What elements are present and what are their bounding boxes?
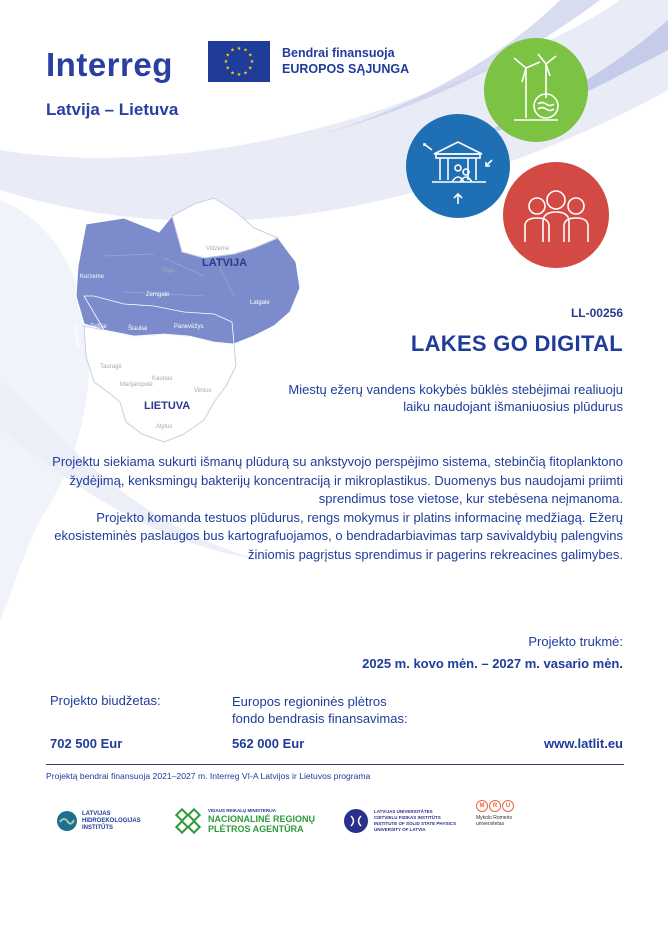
duration-label: Projekto trukmė: <box>528 634 623 649</box>
map-region: Klaipėda <box>70 323 81 348</box>
partner-text: LATVIJAS <box>82 810 111 817</box>
svg-text:★: ★ <box>225 65 230 72</box>
description-paragraph: Projekto komanda testuos plūdurus, rengs mokymus ir platins informacinę medžiagą. Ežerų ekosisteminės paslaugos bus kartografuojamos, o bendradarbiavimas tarp savivaldybių palengvins žiniomis pagrįstus sprendimus ir pagerins rekreacines galimybes. <box>54 509 623 562</box>
map-region: Rīga <box>162 268 175 274</box>
budget-value: 702 500 Eur <box>50 736 123 751</box>
funding-value: 562 000 Eur <box>232 736 305 751</box>
partner-text: CIETVIELU FIZIKAS INSTITŪTS <box>374 815 441 820</box>
partner-text: UNIVERSITY OF LATVIA <box>374 827 426 832</box>
partner-text: VIDAUS REIKALŲ MINISTERIJA <box>208 808 277 813</box>
eu-line-1: Bendrai finansuoja <box>282 46 395 60</box>
budget-label: Projekto biudžetas: <box>50 693 161 708</box>
interreg-logo: Interreg <box>46 46 173 83</box>
svg-text:★: ★ <box>248 52 253 59</box>
partner-logo-nrpa <box>172 806 315 836</box>
partner-logo-issp <box>343 806 456 836</box>
partner-text: NACIONALINĖ REGIONŲ <box>208 814 316 824</box>
map-label-latvija: LATVIJA <box>202 257 248 269</box>
footer-note: Projektą bendrai finansuoja 2021–2027 m. Interreg VI-A Latvijos ir Lietuvos programa <box>46 771 371 781</box>
funding-label-line: fondo bendrasis finansavimas: <box>232 711 408 726</box>
map-region: Utena <box>206 350 223 356</box>
map-region: Kurzeme <box>80 274 105 280</box>
divider <box>46 764 624 765</box>
map-region: Marijampolė <box>120 382 153 388</box>
svg-text:★: ★ <box>249 59 255 65</box>
map-region: Panevėžys <box>174 324 204 330</box>
svg-text:★: ★ <box>236 46 242 52</box>
map-region: Šiauliai <box>128 326 148 332</box>
funding-label-line: Europos regioninės plėtros <box>232 694 387 709</box>
svg-text:★: ★ <box>230 47 235 54</box>
knot-pattern-icon <box>172 805 204 837</box>
map-region: Latgale <box>250 300 270 306</box>
project-subtitle: Miestų ežerų vandens kokybės būklės stebėjimai realiuoju laiku naudojant išmaniuosius plūdurus <box>288 382 623 414</box>
eu-flag-icon <box>208 41 270 82</box>
map-region: Vidzeme <box>206 246 230 252</box>
program-region: Latvija – Lietuva <box>46 100 179 119</box>
wave-circle-icon <box>56 810 78 832</box>
partner-text: INSTITUTE OF SOLID STATE PHYSICS <box>374 821 457 826</box>
map-region: Zemgale <box>146 292 170 298</box>
project-code: LL-00256 <box>570 306 623 320</box>
partner-text: INSTITŪTS <box>82 824 113 831</box>
town-hall-icon <box>406 114 510 218</box>
partner-text: LATVIJAS UNIVERSITĀTES <box>374 809 433 814</box>
map-region: Vilnius <box>194 388 212 394</box>
project-description <box>23 453 623 565</box>
svg-text:★: ★ <box>248 65 253 72</box>
partner-text: Mykolo Romerio <box>476 815 513 821</box>
map-region: Kaunas <box>152 376 173 382</box>
website-link[interactable]: www.latlit.eu <box>544 736 623 751</box>
funding-label <box>232 693 408 727</box>
people-group-icon <box>503 162 609 268</box>
svg-text:★: ★ <box>230 70 235 77</box>
partner-logo-lhei <box>56 806 141 836</box>
eu-line-2: EUROPOS SĄJUNGA <box>282 62 410 76</box>
partner-logo-mru <box>476 800 514 830</box>
description-paragraph: Projektu siekiama sukurti išmanų plūdurą su ankstyvojo perspėjimo sistema, stebinčią fitoplanktono žydėjimą, kenksmingų bakterijų koncentraciją ir mikroplastikus. Duomenys bus naudojami priimti sprendimus tose vietose, kur stebėsena neįmanoma. <box>52 454 623 507</box>
eu-cofunding-text <box>282 45 409 77</box>
map-label-lietuva: LIETUVA <box>144 400 191 412</box>
institute-emblem-icon <box>343 808 369 834</box>
project-title: LAKES GO DIGITAL <box>410 331 623 356</box>
svg-text:★: ★ <box>243 70 248 77</box>
svg-text:★: ★ <box>225 52 230 59</box>
map-region: Alytus <box>156 424 173 430</box>
partner-text: HIDROEKOLOĢIJAS <box>82 817 141 824</box>
svg-text:★: ★ <box>243 47 248 54</box>
mru-badge: M R U <box>476 800 514 812</box>
svg-text:★: ★ <box>236 72 242 78</box>
duration-value: 2025 m. kovo mėn. – 2027 m. vasario mėn. <box>362 656 623 671</box>
map-region: Tauragė <box>100 364 122 370</box>
svg-text:★: ★ <box>223 59 229 65</box>
partner-text: universitetas <box>476 821 505 827</box>
partner-text: PLĖTROS AGENTŪRA <box>208 824 304 834</box>
map-region: Telšiai <box>90 324 107 330</box>
